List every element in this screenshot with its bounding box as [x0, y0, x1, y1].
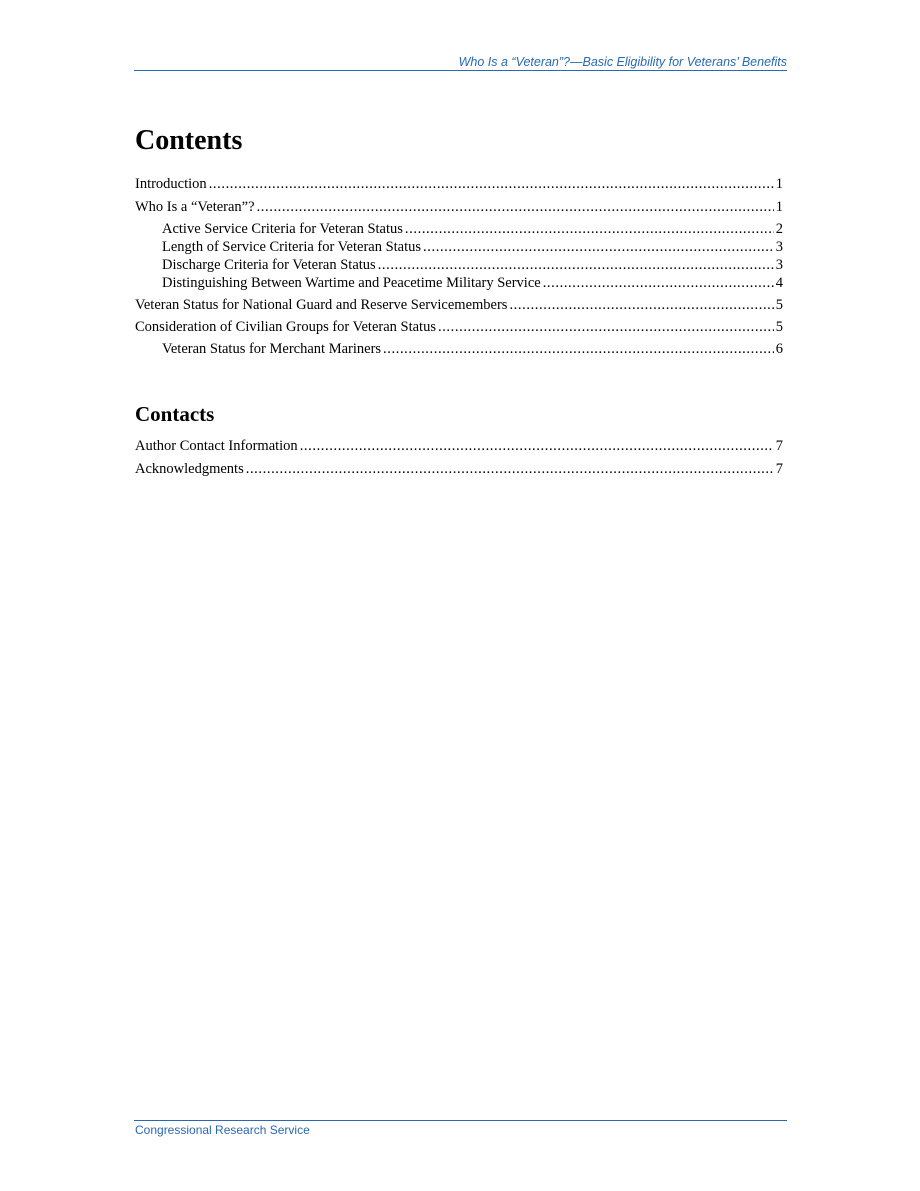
toc-entry-label: Discharge Criteria for Veteran Status [162, 257, 376, 273]
toc-entry-page: 1 [775, 176, 783, 192]
toc-entry-page: 7 [775, 461, 783, 477]
dot-leader [300, 437, 774, 455]
toc-entry-wartime-peacetime[interactable] [135, 274, 783, 292]
toc-entry-page: 2 [775, 221, 783, 237]
toc-entry-page: 5 [775, 297, 783, 313]
toc-entry-page: 5 [775, 319, 783, 335]
toc-entry-civilian-groups[interactable] [135, 318, 783, 336]
toc-entry-national-guard-reserve[interactable] [135, 296, 783, 314]
toc-entry-page: 3 [775, 239, 783, 255]
toc-entry-page: 7 [775, 438, 783, 454]
contacts-list [135, 437, 783, 478]
toc-entry-introduction[interactable] [135, 175, 783, 193]
contacts-heading: Contacts [135, 402, 215, 426]
dot-leader [405, 220, 774, 238]
toc-entry-label: Veteran Status for National Guard and Reserve Servicemembers [135, 297, 508, 313]
dot-leader [509, 296, 773, 314]
running-footer: Congressional Research Service [135, 1123, 310, 1137]
toc-entry-page: 6 [775, 341, 783, 357]
dot-leader [423, 238, 774, 256]
toc-entry-discharge-criteria[interactable] [135, 256, 783, 274]
toc-entry-page: 1 [775, 199, 783, 215]
toc-entry-acknowledgments[interactable] [135, 460, 783, 478]
toc-entry-who-is-a-veteran[interactable] [135, 198, 783, 216]
dot-leader [209, 175, 774, 193]
toc-entry-length-of-service-criteria[interactable] [135, 238, 783, 256]
running-header: Who Is a “Veteran”?—Basic Eligibility for Veterans’ Benefits [458, 55, 787, 69]
dot-leader [438, 318, 774, 336]
footer-rule [134, 1120, 787, 1121]
dot-leader [543, 274, 774, 292]
toc-entry-label: Consideration of Civilian Groups for Veteran Status [135, 319, 436, 335]
toc-entry-page: 4 [775, 275, 783, 291]
toc-entry-label: Distinguishing Between Wartime and Peacetime Military Service [162, 275, 541, 291]
contents-heading: Contents [135, 125, 243, 156]
toc-entry-active-service-criteria[interactable] [135, 220, 783, 238]
toc-entry-merchant-mariners[interactable] [135, 340, 783, 358]
dot-leader [246, 460, 774, 478]
contents-list [135, 175, 783, 358]
header-rule [134, 70, 787, 71]
dot-leader [378, 256, 774, 274]
toc-entry-label: Author Contact Information [135, 438, 298, 454]
toc-entry-author-contact-information[interactable] [135, 437, 783, 455]
toc-entry-label: Who Is a “Veteran”? [135, 199, 255, 215]
toc-entry-label: Length of Service Criteria for Veteran Status [162, 239, 422, 255]
toc-entry-label: Active Service Criteria for Veteran Status [162, 221, 403, 237]
toc-entry-label: Acknowledgments [135, 461, 244, 477]
dot-leader [383, 340, 774, 358]
toc-entry-label: Veteran Status for Merchant Mariners [162, 341, 382, 357]
toc-entry-label: Introduction [135, 176, 207, 192]
dot-leader [257, 198, 774, 216]
toc-entry-page: 3 [775, 257, 783, 273]
